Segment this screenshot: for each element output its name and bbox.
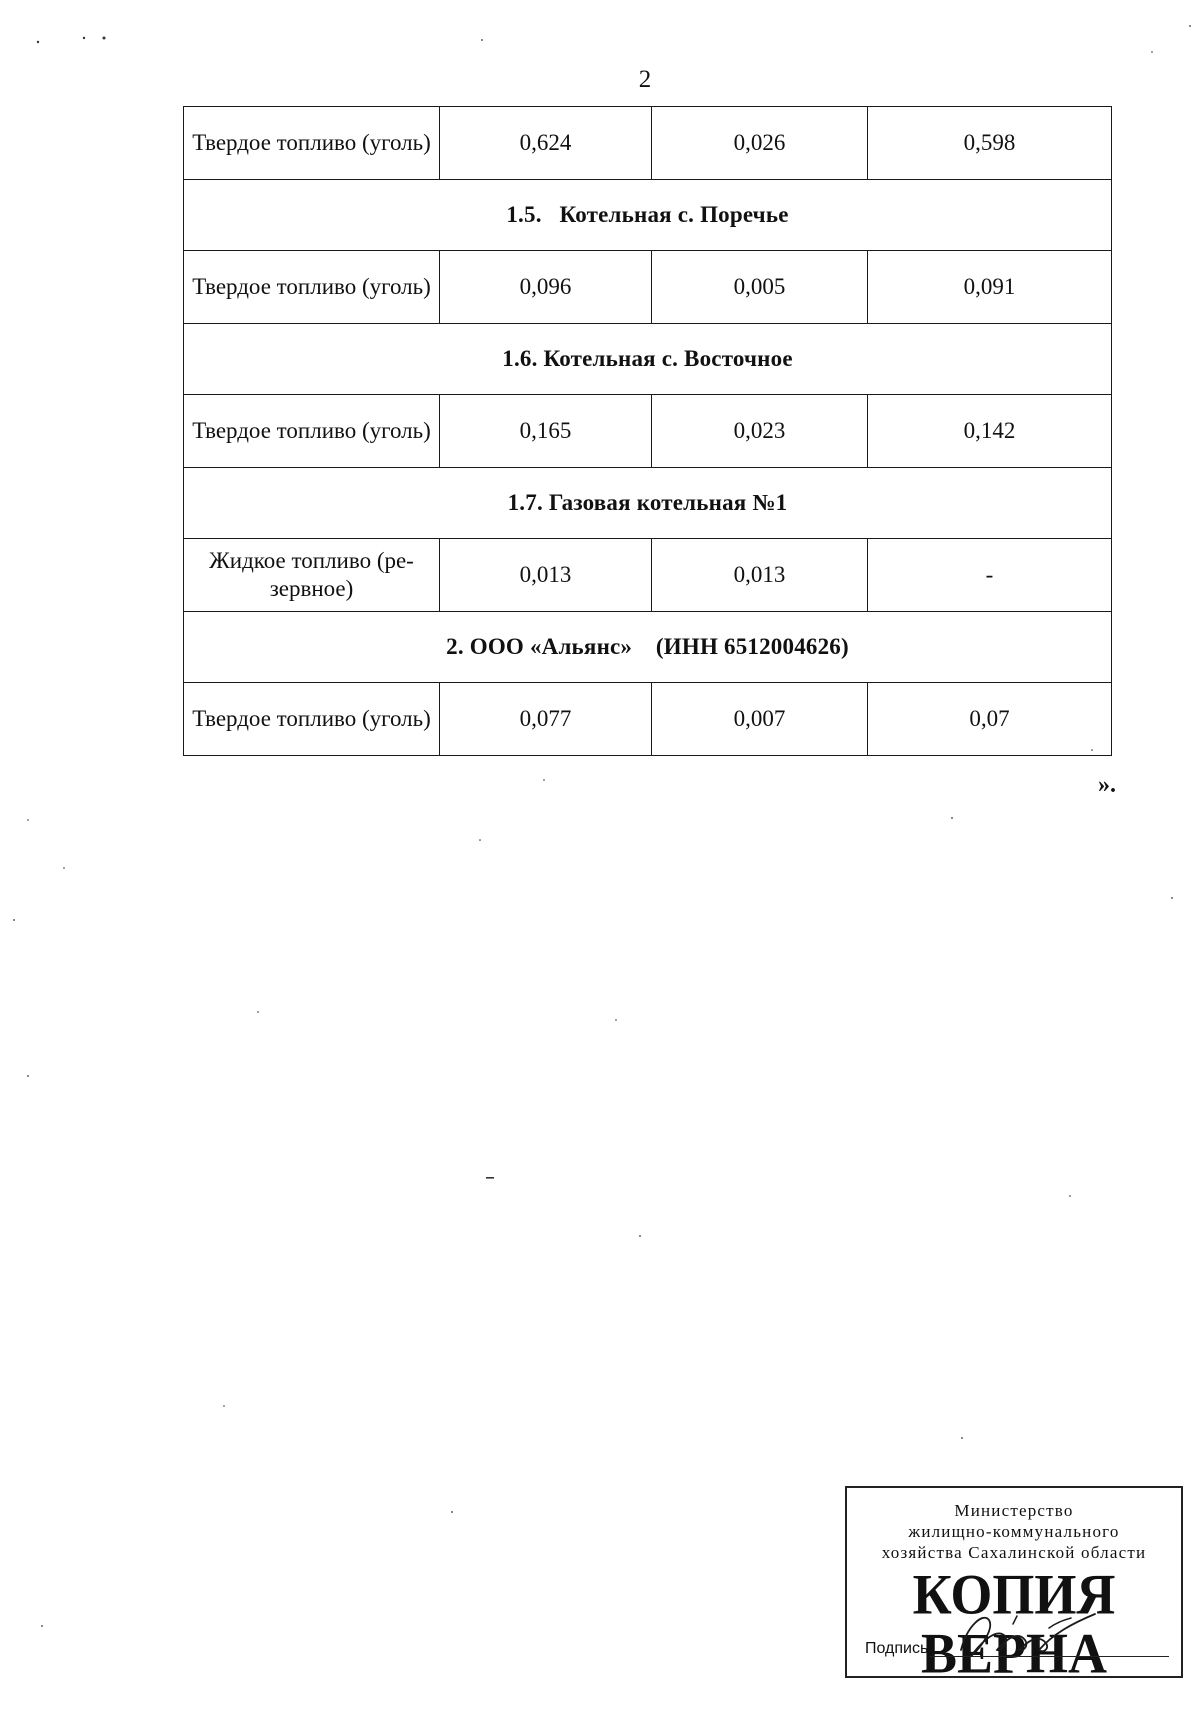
- value-cell-1: 0,096: [440, 251, 652, 324]
- value-cell-1: 0,077: [440, 683, 652, 756]
- value-cell-2: 0,026: [652, 107, 868, 180]
- value-cell-1: 0,165: [440, 395, 652, 468]
- fuel-type-cell: Твердое топливо (уголь): [184, 251, 440, 324]
- signature-label: Подпись: [865, 1640, 929, 1657]
- fuel-type-cell: Твердое топливо (уголь): [184, 683, 440, 756]
- section-row: [184, 324, 1112, 395]
- table-row: [184, 683, 1112, 756]
- stamp-org-line: Министерство: [954, 1501, 1074, 1520]
- value-cell-3: 0,598: [868, 107, 1112, 180]
- section-row: [184, 468, 1112, 539]
- fuel-type-cell: Жидкое топливо (ре-зервное): [184, 539, 440, 612]
- section-row: [184, 180, 1112, 251]
- section-title: 1.6. Котельная с. Восточное: [184, 324, 1112, 395]
- value-cell-1: 0,624: [440, 107, 652, 180]
- signature-image: [953, 1606, 1103, 1662]
- value-cell-2: 0,005: [652, 251, 868, 324]
- page-number: 2: [638, 66, 652, 93]
- closing-quote: ».: [1098, 772, 1116, 798]
- certification-stamp: [845, 1486, 1183, 1685]
- value-cell-3: 0,142: [868, 395, 1112, 468]
- stamp-org-line: жилищно-коммунального: [908, 1522, 1120, 1541]
- fuel-type-cell: Твердое топливо (уголь): [184, 107, 440, 180]
- value-cell-3: 0,091: [868, 251, 1112, 324]
- section-title: 1.5. Котельная с. Поречье: [184, 180, 1112, 251]
- value-cell-3: -: [868, 539, 1112, 612]
- value-cell-2: 0,013: [652, 539, 868, 612]
- stamp-organization: [847, 1500, 1181, 1563]
- stamp-org-line: хозяйства Сахалинской области: [881, 1543, 1147, 1562]
- value-cell-3: 0,07: [868, 683, 1112, 756]
- value-cell-2: 0,023: [652, 395, 868, 468]
- stamp-title: КОПИЯ ВЕРНА: [912, 1563, 1116, 1685]
- section-title: 2. ООО «Альянс» (ИНН 6512004626): [184, 612, 1112, 683]
- table-row: [184, 539, 1112, 612]
- section-title: 1.7. Газовая котельная №1: [184, 468, 1112, 539]
- table-row: [184, 395, 1112, 468]
- fuel-table: [183, 106, 1112, 756]
- section-row: [184, 612, 1112, 683]
- fuel-type-cell: Твердое топливо (уголь): [184, 395, 440, 468]
- value-cell-2: 0,007: [652, 683, 868, 756]
- value-cell-1: 0,013: [440, 539, 652, 612]
- table-row: [184, 107, 1112, 180]
- table-row: [184, 251, 1112, 324]
